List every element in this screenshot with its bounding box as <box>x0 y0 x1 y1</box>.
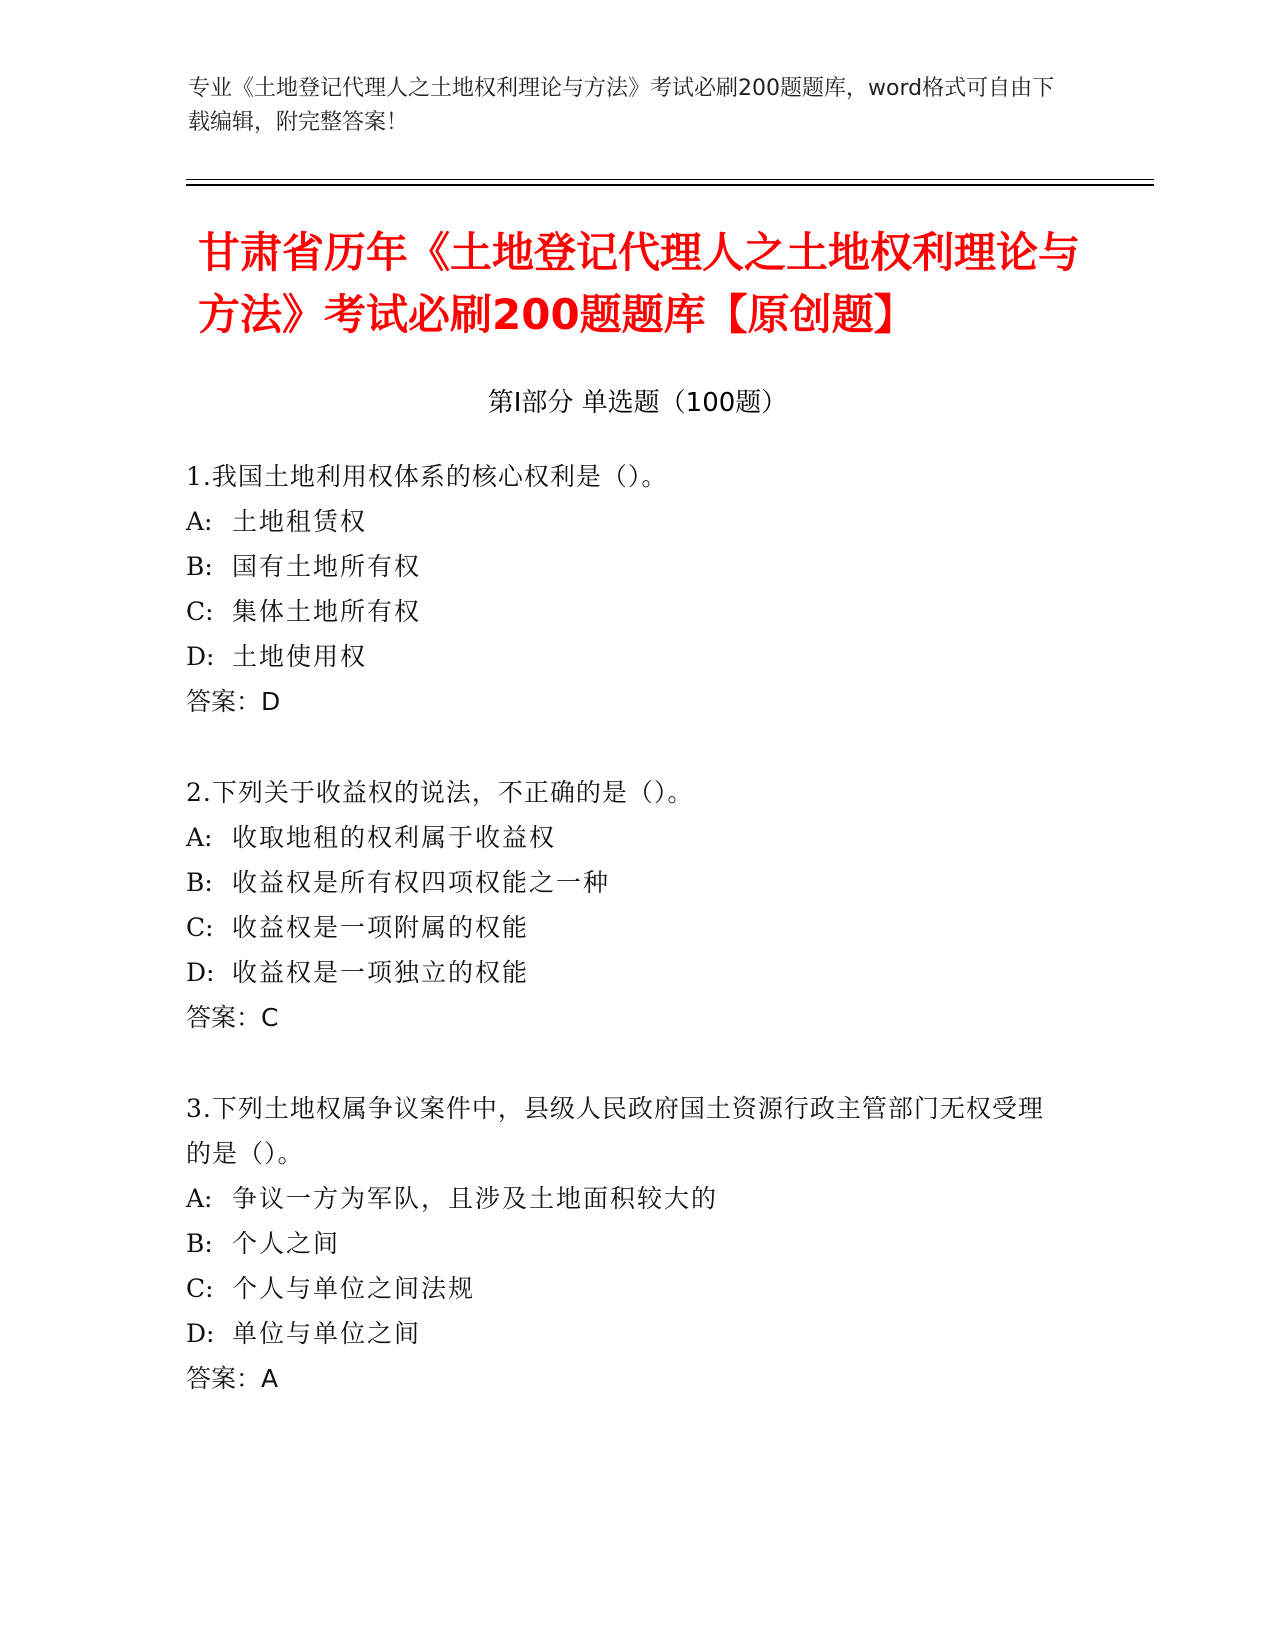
question-block <box>186 1086 1066 1401</box>
option-text: 土地使用权 <box>232 642 368 671</box>
section-heading: 第Ⅰ部分 单选题（100题） <box>487 388 788 418</box>
option-key: A: <box>186 507 213 536</box>
header-divider-thin <box>186 179 1154 180</box>
option-text: 个人与单位之间法规 <box>232 1274 476 1303</box>
option-text: 收益权是一项附属的权能 <box>232 913 530 942</box>
option-text: 收益权是一项独立的权能 <box>232 958 530 987</box>
option-key: D: <box>186 1319 215 1348</box>
answer-line: 答案：C <box>186 1003 279 1032</box>
option-text: 国有土地所有权 <box>232 552 422 581</box>
option-a <box>186 499 1066 544</box>
option-text: 单位与单位之间 <box>232 1319 422 1348</box>
option-d <box>186 1311 1066 1356</box>
question-block <box>186 454 1066 724</box>
header-note: 专业《土地登记代理人之土地权利理论与方法》考试必刷200题题库，word格式可自由下载编辑，附完整答案！ <box>188 76 1055 135</box>
question-block <box>186 770 1066 1040</box>
option-text: 收取地租的权利属于收益权 <box>232 823 557 852</box>
option-d <box>186 950 1066 995</box>
answer-line: 答案：A <box>186 1364 279 1393</box>
question-stem: 3.下列土地权属争议案件中，县级人民政府国土资源行政主管部门无权受理的是（）。 <box>186 1094 1044 1168</box>
option-c <box>186 1266 1066 1311</box>
question-stem: 2.下列关于收益权的说法，不正确的是（）。 <box>186 778 694 807</box>
option-text: 收益权是所有权四项权能之一种 <box>232 868 611 897</box>
option-text: 争议一方为军队，且涉及土地面积较大的 <box>232 1184 719 1213</box>
option-c <box>186 589 1066 634</box>
option-text: 个人之间 <box>232 1229 341 1258</box>
option-d <box>186 634 1066 679</box>
option-b <box>186 860 1066 905</box>
option-text: 集体土地所有权 <box>232 597 422 626</box>
option-c <box>186 905 1066 950</box>
option-text: 土地租赁权 <box>232 507 368 536</box>
option-a <box>186 815 1066 860</box>
option-key: A: <box>186 1184 213 1213</box>
header-divider-thick <box>186 184 1154 186</box>
option-key: B: <box>186 868 213 897</box>
option-key: B: <box>186 552 213 581</box>
document-title: 甘肃省历年《土地登记代理人之土地权利理论与方法》考试必刷200题题库【原创题】 <box>198 228 1081 339</box>
option-key: C: <box>186 597 214 626</box>
option-key: D: <box>186 958 215 987</box>
option-key: A: <box>186 823 213 852</box>
option-key: B: <box>186 1229 213 1258</box>
question-stem: 1.我国土地利用权体系的核心权利是（）。 <box>186 462 668 491</box>
option-a <box>186 1176 1066 1221</box>
option-key: D: <box>186 642 215 671</box>
option-b <box>186 544 1066 589</box>
option-key: C: <box>186 1274 214 1303</box>
option-key: C: <box>186 913 214 942</box>
answer-line: 答案：D <box>186 687 281 716</box>
option-b <box>186 1221 1066 1266</box>
